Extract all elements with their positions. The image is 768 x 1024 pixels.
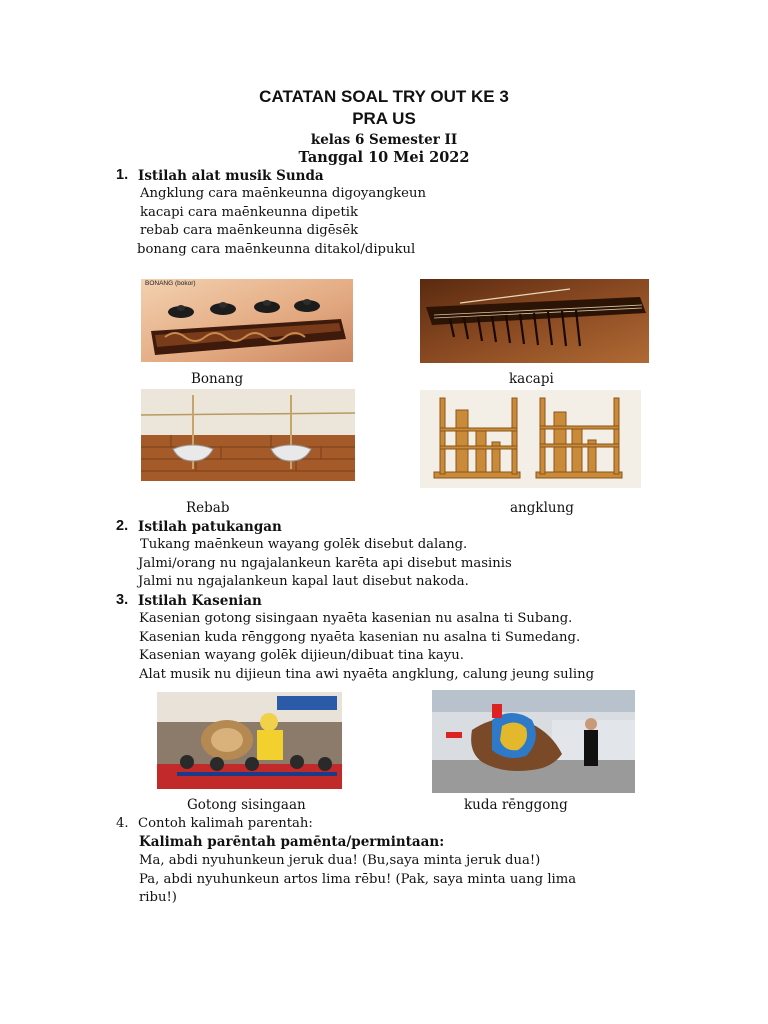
caption-angklung: angklung: [510, 500, 574, 516]
section-2-heading: Istilah patukangan: [138, 519, 282, 535]
section-4-line-3: ribu!): [139, 890, 177, 905]
bonang-image-label: BONANG (bokor): [145, 280, 196, 287]
kuda-renggong-image: [432, 690, 635, 793]
document-subtitle: PRA US: [352, 109, 416, 128]
angklung-image: [420, 390, 641, 488]
section-2-line-1: Tukang maēnkeun wayang golēk disebut dalang.: [140, 537, 468, 552]
section-2-line-3: Jalmi nu ngajalankeun kapal laut disebut nakoda.: [138, 574, 469, 589]
section-1-heading: Istilah alat musik Sunda: [138, 168, 324, 184]
section-2-line-2: Jalmi/orang nu ngajalankeun karēta api disebut masinis: [138, 556, 512, 571]
section-3-line-2: Kasenian kuda rēnggong nyaēta kasenian nu asalna ti Sumedang.: [139, 630, 581, 645]
section-4-number: 4.: [116, 816, 129, 831]
section-1-line-4: bonang cara maēnkeunna ditakol/dipukul: [137, 242, 416, 257]
section-3-line-4: Alat musik nu dijieun tina awi nyaēta angklung, calung jeung suling: [139, 667, 595, 682]
caption-kuda-renggong: kuda rēnggong: [464, 797, 568, 813]
class-line: kelas 6 Semester II: [310, 132, 458, 148]
date-line: Tanggal 10 Mei 2022: [298, 149, 470, 166]
section-2-number: 2.: [116, 518, 129, 534]
section-1-line-3: rebab cara maēnkeunna digēsēk: [140, 223, 359, 238]
section-3-line-3: Kasenian wayang golēk dijieun/dibuat tina kayu.: [139, 648, 464, 663]
document-title: CATATAN SOAL TRY OUT KE 3: [259, 87, 509, 106]
caption-gotong-sisingaan: Gotong sisingaan: [187, 797, 306, 813]
bonang-image: [141, 279, 353, 362]
section-3-line-1: Kasenian gotong sisingaan nyaēta kasenian nu asalna ti Subang.: [139, 611, 573, 626]
section-4-line-2: Pa, abdi nyuhunkeun artos lima rēbu! (Pak, saya minta uang lima: [139, 872, 577, 887]
kacapi-image: [420, 279, 649, 363]
caption-rebab: Rebab: [186, 500, 230, 516]
rebab-image: [141, 389, 355, 481]
section-1-line-1: Angklung cara maēnkeunna digoyangkeun: [140, 186, 426, 201]
section-1-line-2: kacapi cara maēnkeunna dipetik: [140, 205, 358, 220]
section-1-number: 1.: [116, 167, 129, 183]
section-4-subheading: Kalimah parēntah pamēnta/permintaan:: [139, 834, 445, 850]
section-3-number: 3.: [116, 592, 129, 608]
caption-kacapi: kacapi: [509, 371, 554, 387]
gotong-sisingaan-image: [157, 692, 342, 789]
section-4-line-1: Ma, abdi nyuhunkeun jeruk dua! (Bu,saya minta jeruk dua!): [139, 853, 541, 868]
section-4-heading: Contoh kalimah parentah:: [138, 816, 313, 831]
caption-bonang: Bonang: [191, 371, 244, 387]
section-3-heading: Istilah Kasenian: [138, 593, 262, 609]
